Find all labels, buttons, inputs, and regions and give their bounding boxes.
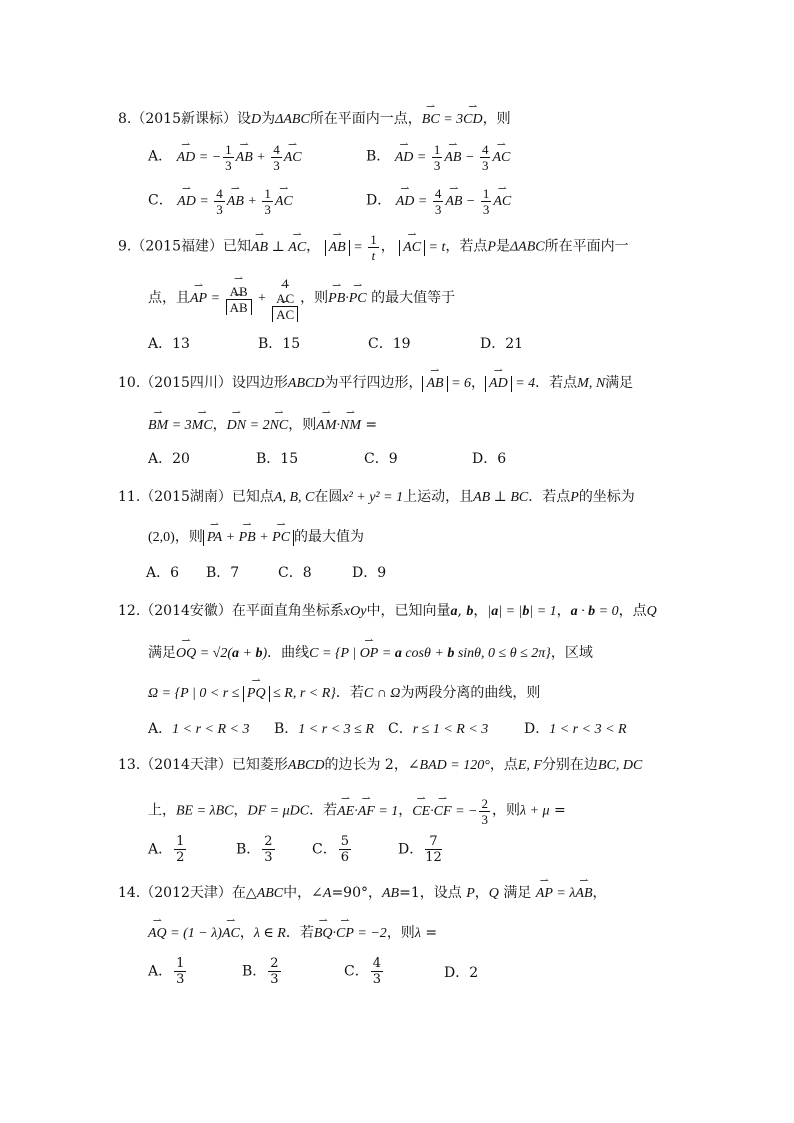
question-8-stem: 8.（2015新课标）设D为ΔABC所在平面内一点，⇀ BC = 3⇀ CD，则 [118, 108, 511, 128]
question-12-option-c: C．r ≤ 1 < R < 3 [388, 721, 489, 737]
question-8-option-c: C． ⇀ AD = $\frac{4}{3}$ ⇀ AB + $\frac{1}{3}$ ⇀ AC [148, 186, 293, 217]
question-14-option-a: A． $\frac{1}{3}$ [148, 956, 185, 987]
question-12-option-d: D．1 < r < 3 < R [524, 721, 627, 737]
question-11-option-d: D．9 [352, 565, 387, 581]
question-11-option-c: C．8 [278, 565, 312, 581]
question-13-option-a: A． $\frac{1}{2}$ [148, 834, 185, 865]
question-13-option-d: D． $\frac{7}{12}$ [398, 834, 442, 865]
question-10-option-c: C．9 [364, 451, 398, 467]
question-9-stem-line2: 点，且⇀ AP = ⇀ AB ⇀ AB + 4 ⇀ AC ⇀ AC ，则⇀ PB·⇀ PC 的最大值等于 [148, 276, 455, 322]
question-8-option-a: A． ⇀ AD = − $\frac{1}{3}$ ⇀ AB + $\frac{4}{3}$ ⇀ AC [148, 142, 302, 173]
question-12-stem-line3: Ω = {P | 0 < r ≤ ⇀ PQ ≤ R, r < R}．若C ∩ Ω为两段分离的曲线，则 [148, 682, 540, 702]
question-9-option-d: D．21 [480, 336, 524, 352]
question-10-stem-line1: 10.（2015四川）设四边形ABCD为平行四边形，⇀ AB = 6，⇀ AD = 4．若点M, N满足 [118, 372, 633, 392]
question-8-option-d: D． ⇀ AD = $\frac{4}{3}$ ⇀ AB − $\frac{1}{3}$ ⇀ AC [366, 186, 511, 217]
question-10-option-a: A．20 [148, 451, 190, 467]
question-10-option-d: D．6 [472, 451, 507, 467]
question-14-option-c: C． $\frac{4}{3}$ [344, 956, 381, 987]
question-12-option-a: A．1 < r < R < 3 [148, 721, 250, 737]
question-8-option-b: B． ⇀ AD = $\frac{1}{3}$ ⇀ AB − $\frac{4}{3}$ ⇀ AC [366, 142, 510, 173]
question-13-option-c: C． $\frac{5}{6}$ [312, 834, 349, 865]
question-9-option-a: A．13 [148, 336, 190, 352]
question-13-stem-line1: 13.（2014天津）已知菱形ABCD的边长为 2，∠BAD = 120°，点E, F分别在边BC, DC [118, 757, 643, 773]
question-9-option-b: B．15 [258, 336, 301, 352]
question-12-option-b: B．1 < r < 3 ≤ R [274, 721, 374, 737]
question-14-stem-line1: 14.（2012天津）在△ABC中，∠A=90°，AB=1，设点 P，Q 满足 ⇀ AP = λ⇀ AB， [118, 882, 607, 902]
question-11-option-a: A．6 [146, 565, 180, 581]
question-9-option-c: C．19 [368, 336, 411, 352]
question-10-option-b: B．15 [256, 451, 299, 467]
question-11-stem-line1: 11.（2015湖南）已知点A, B, C在圆x² + y² = 1上运动，且AB ⊥ BC．若点P的坐标为 [118, 489, 635, 505]
question-14-stem-line2: ⇀ AQ = (1 − λ)⇀ AC，λ ∈ R．若⇀ BQ·⇀ CP = −2，则λ = [148, 922, 437, 942]
question-14-option-d: D．2 [444, 965, 479, 981]
question-13-stem-line2: 上，BE = λBC，DF = μDC．若⇀ AE·⇀ AF = 1，⇀ CE·⇀ CF = − $\frac{2}{3}$ ，则λ + μ = [148, 796, 566, 827]
question-9-stem-line1: 9.（2015福建）已知⇀ AB ⊥ ⇀ AC， ⇀ AB = $\frac{1}{t}$ ， ⇀ AC = t，若点P是ΔABC所在平面内一 [118, 232, 629, 263]
question-13-option-b: B． $\frac{2}{3}$ [236, 834, 273, 865]
question-11-stem-line2: (2,0)，则⇀ PA + ⇀ PB + ⇀ PC 的最大值为 [148, 526, 364, 546]
question-11-option-b: B．7 [206, 565, 240, 581]
question-12-stem-line2: 满足⇀ OQ = √2(a + b)．曲线C = {P | ⇀ OP = a cosθ + b sinθ, 0 ≤ θ ≤ 2π}，区域 [148, 642, 593, 662]
question-10-stem-line2: ⇀ BM = 3⇀ MC，⇀ DN = 2⇀ NC，则⇀ AM·⇀ NM = [148, 414, 377, 434]
question-14-option-b: B． $\frac{2}{3}$ [242, 956, 279, 987]
question-12-stem-line1: 12.（2014安徽）在平面直角坐标系xOy中，已知向量a, b，|a| = |b| = 1，a · b = 0，点Q [118, 603, 657, 619]
